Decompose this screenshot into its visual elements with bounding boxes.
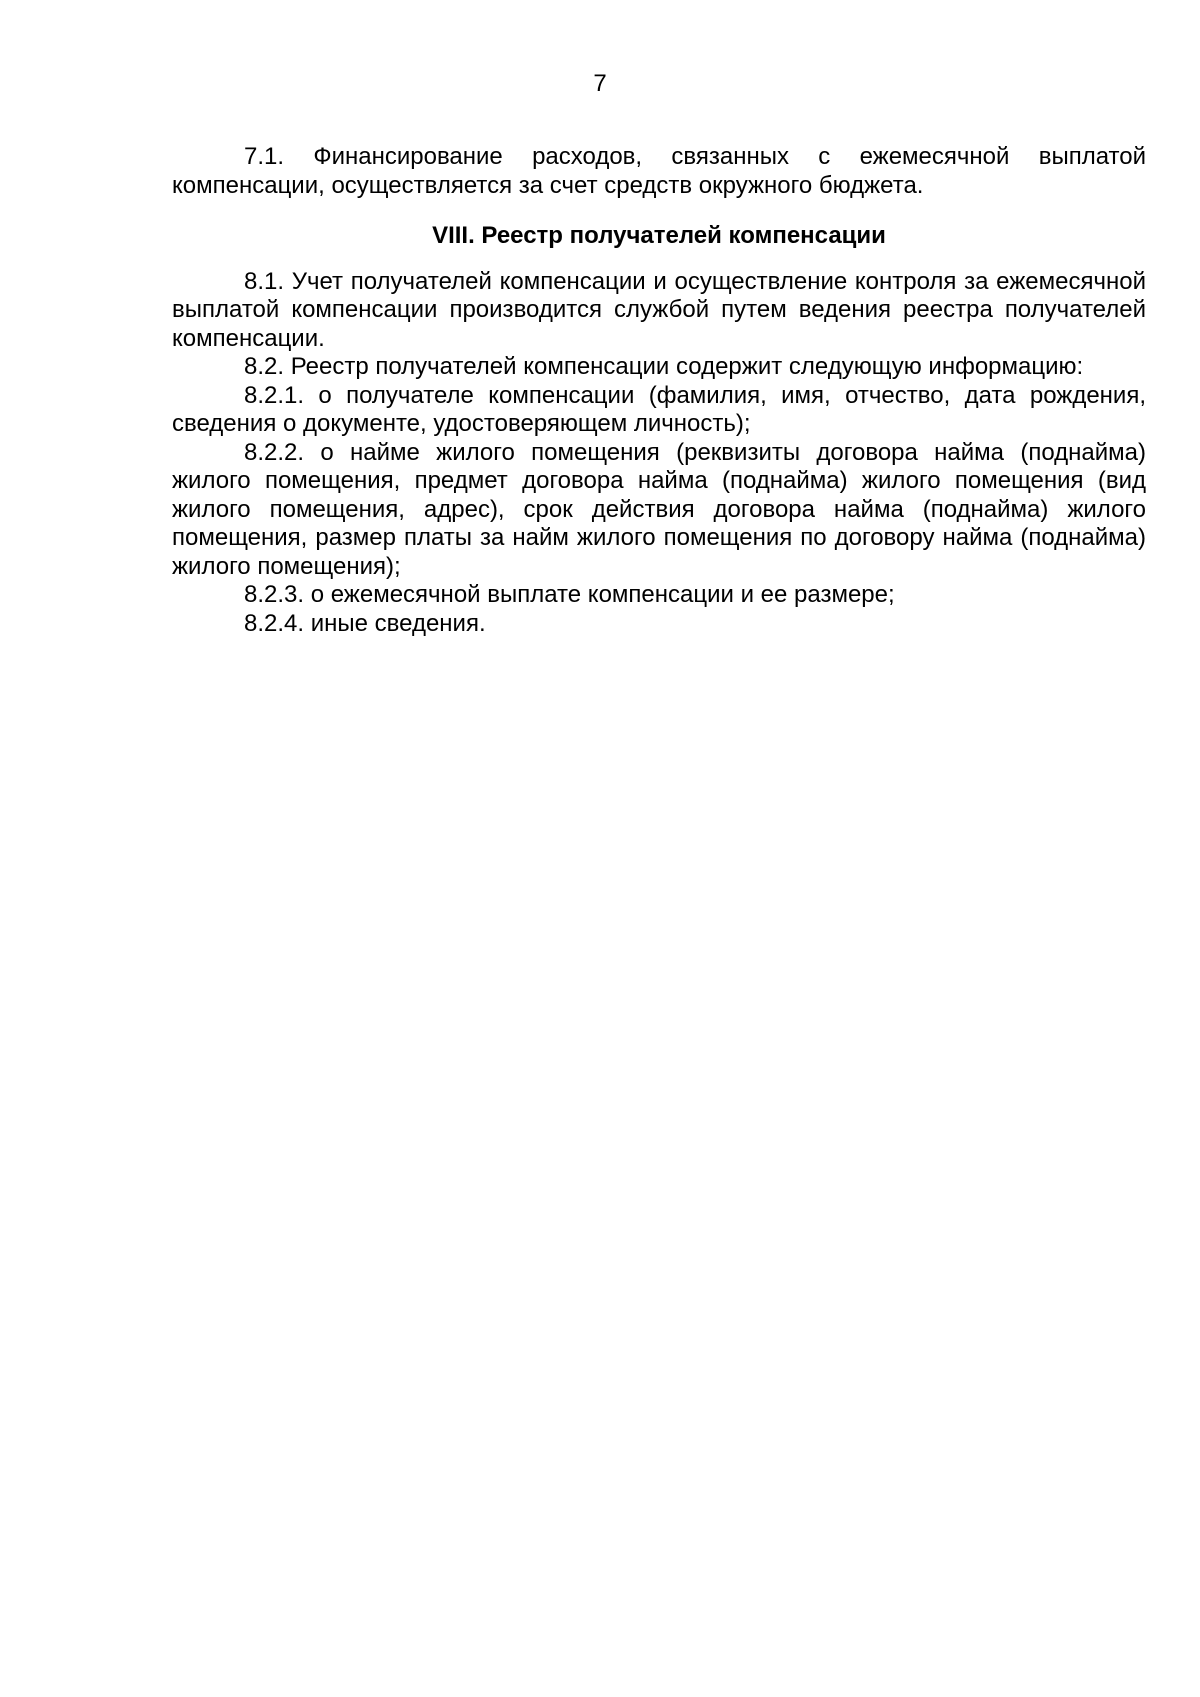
paragraph-7-1: 7.1. Финансирование расходов, связанных с ежемесячной выплатой компенсации, осуществляется за счет средств окружного бюджета. xyxy=(172,143,1146,199)
document-body xyxy=(172,143,1146,638)
section-heading: VIII. Реестр получателей компенсации xyxy=(432,222,886,249)
paragraph-8-2-1: 8.2.1. о получателе компенсации (фамилия, имя, отчество, дата рождения, сведения о документе, удостоверяющем личность); xyxy=(172,381,1146,437)
paragraph-8-2: 8.2. Реестр получателей компенсации содержит следующую информацию: xyxy=(244,353,1084,380)
page-number: 7 xyxy=(593,70,607,97)
paragraph-8-2-2: 8.2.2. о найме жилого помещения (реквизиты договора найма (поднайма) жилого помещения, предмет договора найма (поднайма) жилого помещения (вид жилого помещения, адрес), срок действия договора найма (поднайма) жилого помещения, размер платы за найм жилого помещения по договору найма (поднайма) жилого помещения); xyxy=(172,438,1146,580)
paragraph-8-2-3: 8.2.3. о ежемесячной выплате компенсации и ее размере; xyxy=(244,581,895,608)
paragraph-8-2-4: 8.2.4. иные сведения. xyxy=(244,609,486,637)
paragraph-8-1: 8.1. Учет получателей компенсации и осуществление контроля за ежемесячной выплатой компенсации производится службой путем ведения реестра получателей компенсации. xyxy=(172,267,1146,352)
